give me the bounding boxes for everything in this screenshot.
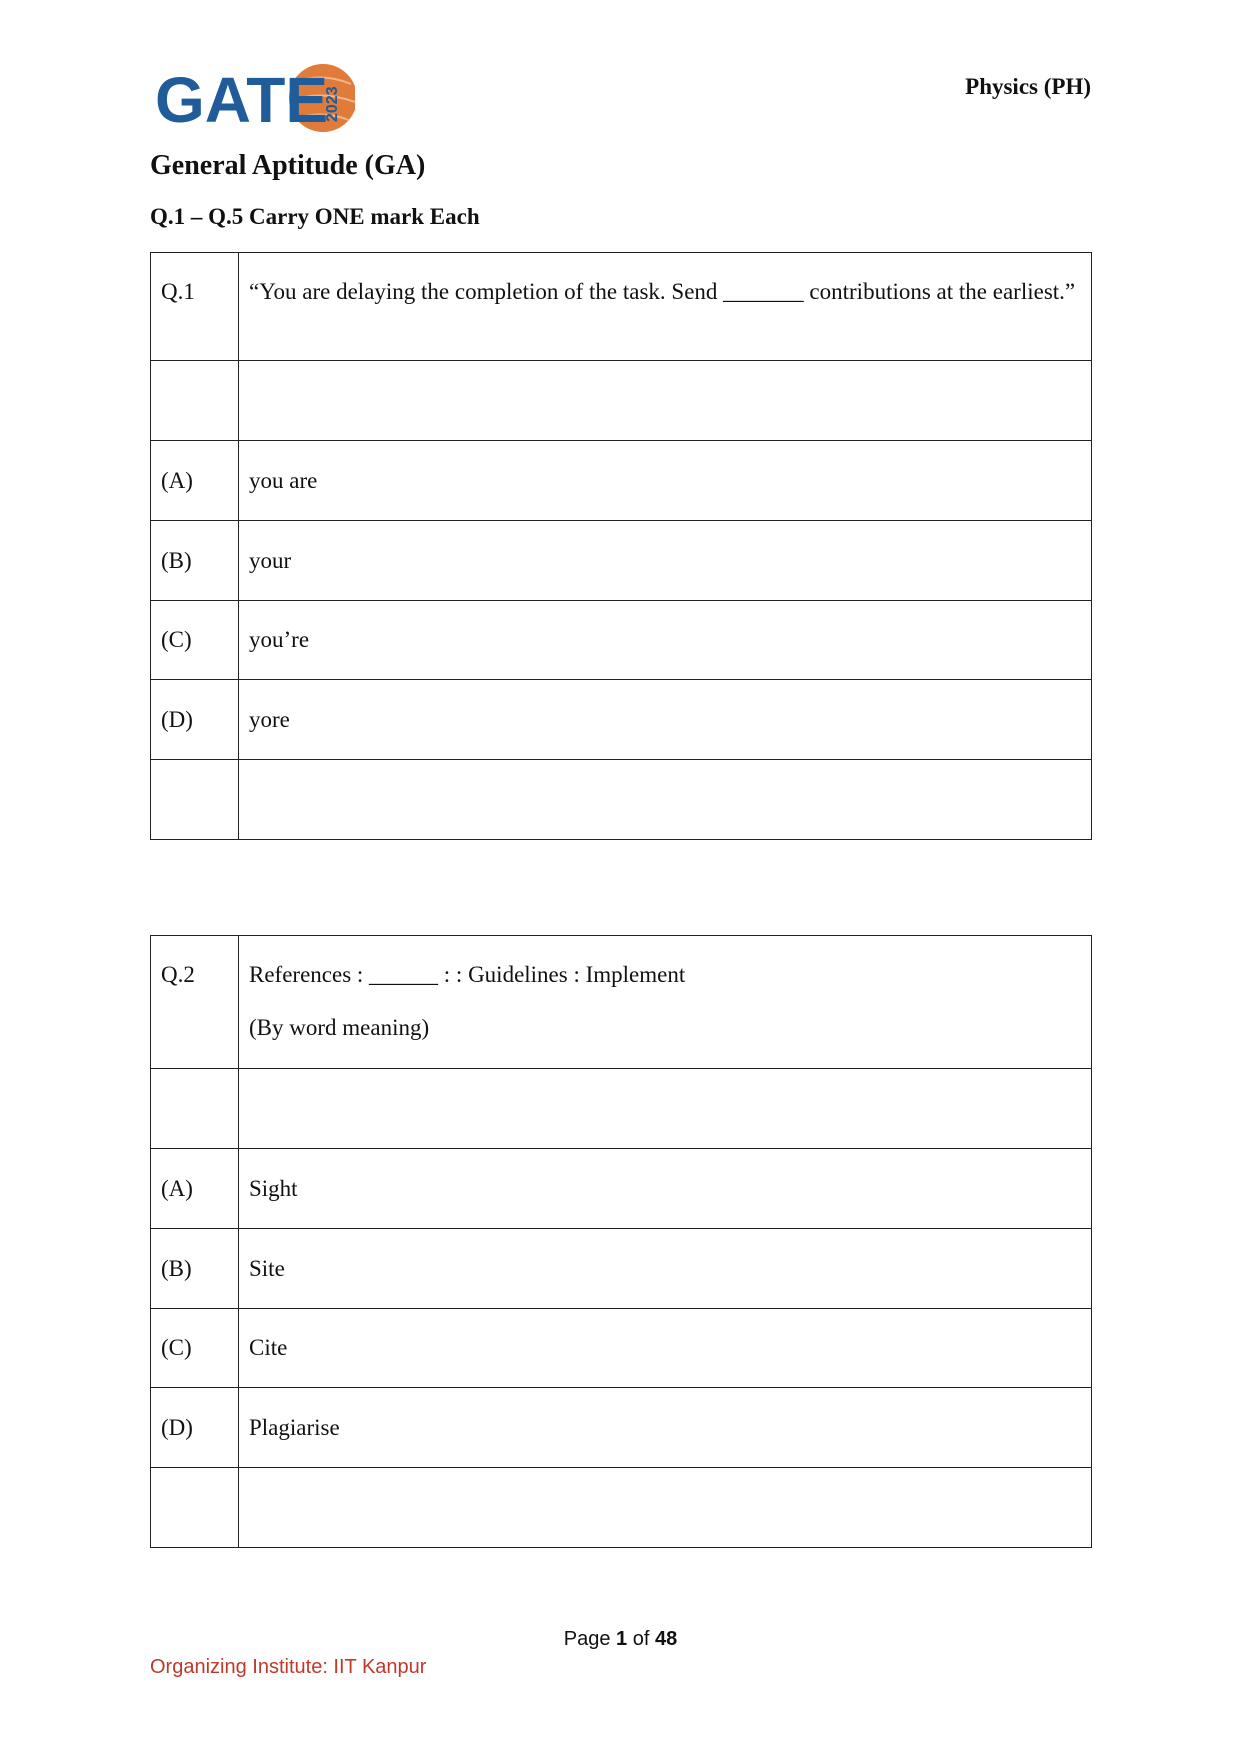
blank-cell (151, 1069, 239, 1149)
option-row-a (151, 441, 1092, 521)
question-number: Q.2 (151, 936, 239, 1069)
option-text: you are (239, 441, 1092, 521)
option-text: Plagiarise (239, 1388, 1092, 1468)
option-label: (D) (151, 1388, 239, 1468)
option-row-a (151, 1149, 1092, 1229)
question-stem-cell (239, 253, 1092, 361)
option-label: (B) (151, 521, 239, 601)
option-row-b (151, 1229, 1092, 1309)
blank-row (151, 361, 1092, 441)
question-table-q1 (150, 252, 1092, 840)
page-number (0, 1628, 1241, 1651)
option-text: Cite (239, 1309, 1092, 1388)
blank-row (151, 1069, 1092, 1149)
question-row (151, 936, 1092, 1069)
option-label: (C) (151, 1309, 239, 1388)
logo-wordmark: GATE (155, 64, 329, 136)
question-table-q2 (150, 935, 1092, 1548)
question-row (151, 253, 1092, 361)
blank-cell (151, 361, 239, 441)
section-title: General Aptitude (GA) (150, 150, 426, 181)
option-label: (A) (151, 441, 239, 521)
option-label: (C) (151, 601, 239, 680)
blank-cell (239, 1468, 1092, 1548)
option-text: your (239, 521, 1092, 601)
question-number: Q.1 (151, 253, 239, 361)
question-stem: “You are delaying the completion of the task. Send _______ contributions at the earliest.” (249, 279, 1076, 304)
option-text: Sight (239, 1149, 1092, 1229)
blank-cell (151, 760, 239, 840)
page-total: 48 (654, 1628, 678, 1650)
page-of: of (632, 1628, 650, 1650)
gate-2023-logo (155, 60, 355, 136)
option-label: (D) (151, 680, 239, 760)
option-row-b (151, 521, 1092, 601)
question-stem-cell (239, 936, 1092, 1069)
option-label: (B) (151, 1229, 239, 1309)
blank-cell (151, 1468, 239, 1548)
blank-row (151, 760, 1092, 840)
blank-cell (239, 760, 1092, 840)
question-note: (By word meaning) (249, 1015, 430, 1040)
paper-subject: Physics (PH) (965, 74, 1091, 99)
logo-year: 2023 (324, 86, 341, 122)
question-stem: References : ______ : : Guidelines : Implement (249, 962, 686, 987)
option-row-c (151, 601, 1092, 680)
option-text: yore (239, 680, 1092, 760)
option-row-d (151, 1388, 1092, 1468)
option-text: you’re (239, 601, 1092, 680)
blank-cell (239, 1069, 1092, 1149)
blank-cell (239, 361, 1092, 441)
organizing-institute: Organizing Institute: IIT Kanpur (150, 1656, 427, 1678)
section-marks-note: Q.1 – Q.5 Carry ONE mark Each (150, 204, 480, 229)
page-prefix: Page (563, 1628, 611, 1650)
page-current: 1 (616, 1628, 628, 1650)
option-text: Site (239, 1229, 1092, 1309)
option-row-c (151, 1309, 1092, 1388)
option-row-d (151, 680, 1092, 760)
blank-row (151, 1468, 1092, 1548)
option-label: (A) (151, 1149, 239, 1229)
